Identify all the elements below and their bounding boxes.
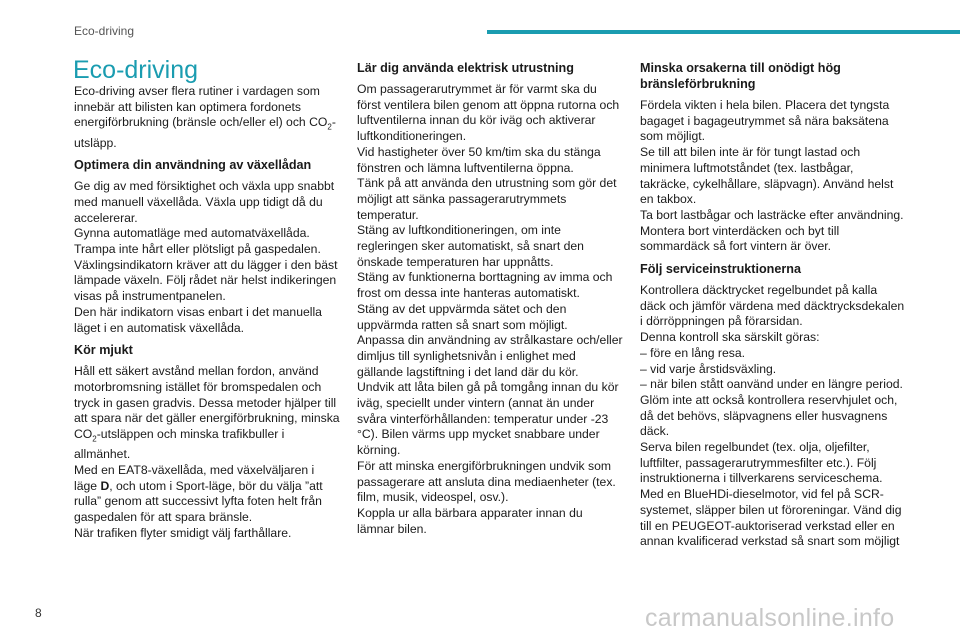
paragraph: Anpassa din användning av strålkastare och/eller dimljus till synlighetsnivån i enlighet med gällande lagstiftning i det land där du kör. (357, 333, 623, 379)
column-3 (640, 60, 906, 550)
paragraph: Denna kontroll ska särskilt göras: (640, 330, 820, 345)
paragraph: Om passagerarutrymmet är för varmt ska du först ventilera bilen genom att öppna rutorna och luftventilerna innan du kör iväg och aktiverar luftkonditioneringen. (357, 82, 620, 144)
paragraph: Ta bort lastbågar och lasträcke efter användning. (640, 207, 904, 222)
watermark: carmanualsonline.info (645, 604, 895, 632)
paragraph: Den här indikatorn visas enbart i det manuella läget i en automatisk växellåda. (74, 304, 322, 335)
paragraph: Med en BlueHDi-dieselmotor, vid fel på SCR-systemet, släpper bilen ut föroreningar. Vänd dig till en PEUGEOT-auktoriserad verkstad eller en annan kvalificerad verkstad så snart som möjligt (640, 487, 902, 549)
paragraph: Montera bort vinterdäcken och byt till sommardäck så fort vintern är över. (640, 223, 840, 254)
paragraph: Koppla ur alla bärbara apparater innan du lämnar bilen. (357, 505, 583, 536)
paragraph: Fördela vikten i hela bilen. Placera det tyngsta bagaget i bagageutrymmet så nära baksätena som möjligt. (640, 98, 890, 144)
paragraph: Se till att bilen inte är för tungt lastad och minimera luftmotståndet (tex. lastbågar, takräcke, cykelhållare, släpvagn). Använd helst en takbox. (640, 145, 894, 207)
section-header: Eco-driving (74, 24, 135, 38)
list-item: – före en lång resa. (640, 345, 746, 360)
list-item: – när bilen stått oanvänd under en längre period. (640, 377, 903, 392)
paragraph: När trafiken flyter smidigt välj farthållare. (74, 525, 292, 540)
paragraph: Stäng av det uppvärmda sätet och den uppvärmda ratten så snart som möjligt. (357, 301, 568, 332)
column-2 (357, 60, 623, 537)
paragraph: Med en EAT8-växellåda, med växelväljaren i läge D, och utom i Sport-läge, bör du välja ”att rulla” genom att successivt lyfta foten helt från gaspedalen för att spara bränsle. (74, 462, 323, 525)
page-number: 8 (35, 606, 42, 620)
list-item: – vid varje årstidsväxling. (640, 361, 777, 376)
paragraph: Växlingsindikatorn kräver att du lägger i den bäst lämpade växeln. Följ rådet när helst indikeringen visas på instrumentpanelen. (74, 257, 338, 304)
section-heading-drive-smooth: Kör mjukt (74, 343, 133, 358)
paragraph: Undvik att låta bilen gå på tomgång innan du kör iväg, speciellt under vintern (annat än under svåra vinterförhållanden: temperatur under -23 °C). Bilen värms upp mycket snabbare under körning. (357, 380, 619, 458)
page-title: Eco-driving (73, 56, 199, 84)
header-accent-bar (487, 30, 960, 34)
paragraph: Ge dig av med försiktighet och växla upp snabbt med manuell växellåda. Växla upp tidigt då du accelererar. (74, 179, 335, 225)
paragraph: Tänk på att använda den utrustning som gör det möjligt att sänka passagerarutrymmets temperatur. (357, 176, 617, 222)
paragraph: Glöm inte att också kontrollera reservhjulet och, då det behövs, släpvagnens eller husvagnens däck. (640, 392, 898, 439)
paragraph: För att minska energiförbrukningen undvik som passagerare att ansluta dina mediaenheter (tex. film, musik, videospel, osv.). (357, 458, 616, 505)
intro-paragraph: Eco-driving avser flera rutiner i vardagen som innebär att bilisten kan optimera fordonets energiförbrukning (bränsle och/eller el) och $CO_2$-utsläpp. (74, 84, 336, 150)
paragraph: Stäng av funktionerna borttagning av imma och frost om dessa inte hanteras automatiskt. (357, 270, 613, 301)
section-heading-electrical: Lär dig använda elektrisk utrustning (357, 61, 574, 75)
column-1 (74, 84, 340, 541)
section-heading-service: Följ serviceinstruktionerna (640, 262, 801, 277)
paragraph: Håll ett säkert avstånd mellan fordon, använd motorbromsning istället för bromspedalen och tryck in gasen gradvis. Dessa metoder hjälper till att spara när det gäller energiförbrukning, minska $CO_2$-utsläppen och minska trafikbuller i allmänhet. (74, 364, 340, 462)
paragraph: Stäng av luftkonditioneringen, om inte regleringen sker automatiskt, så snart den önskade temperaturen har uppnåtts. (357, 223, 584, 269)
paragraph: Kontrollera däcktrycket regelbundet på kalla däck och jämför värdena med däcktrycksdekalen i dörröppningen på förarsidan. (640, 283, 905, 329)
paragraph: Gynna automatläge med automatväxellåda. (74, 226, 310, 241)
paragraph: Serva bilen regelbundet (tex. olja, oljefilter, luftfilter, passagerarutrymmesfilter etc.). Följ instruktionerna i tillverkarens serviceschema. (640, 440, 883, 486)
paragraph: Trampa inte hårt eller plötsligt på gaspedalen. (74, 242, 321, 257)
section-heading-consumption: Minska orsakerna till onödigt hög bränsleförbrukning (640, 61, 841, 91)
section-heading-gearbox: Optimera din användning av växellådan (74, 158, 312, 173)
paragraph: Vid hastigheter över 50 km/tim ska du stänga fönstren och lämna luftventilerna öppna. (357, 144, 601, 175)
